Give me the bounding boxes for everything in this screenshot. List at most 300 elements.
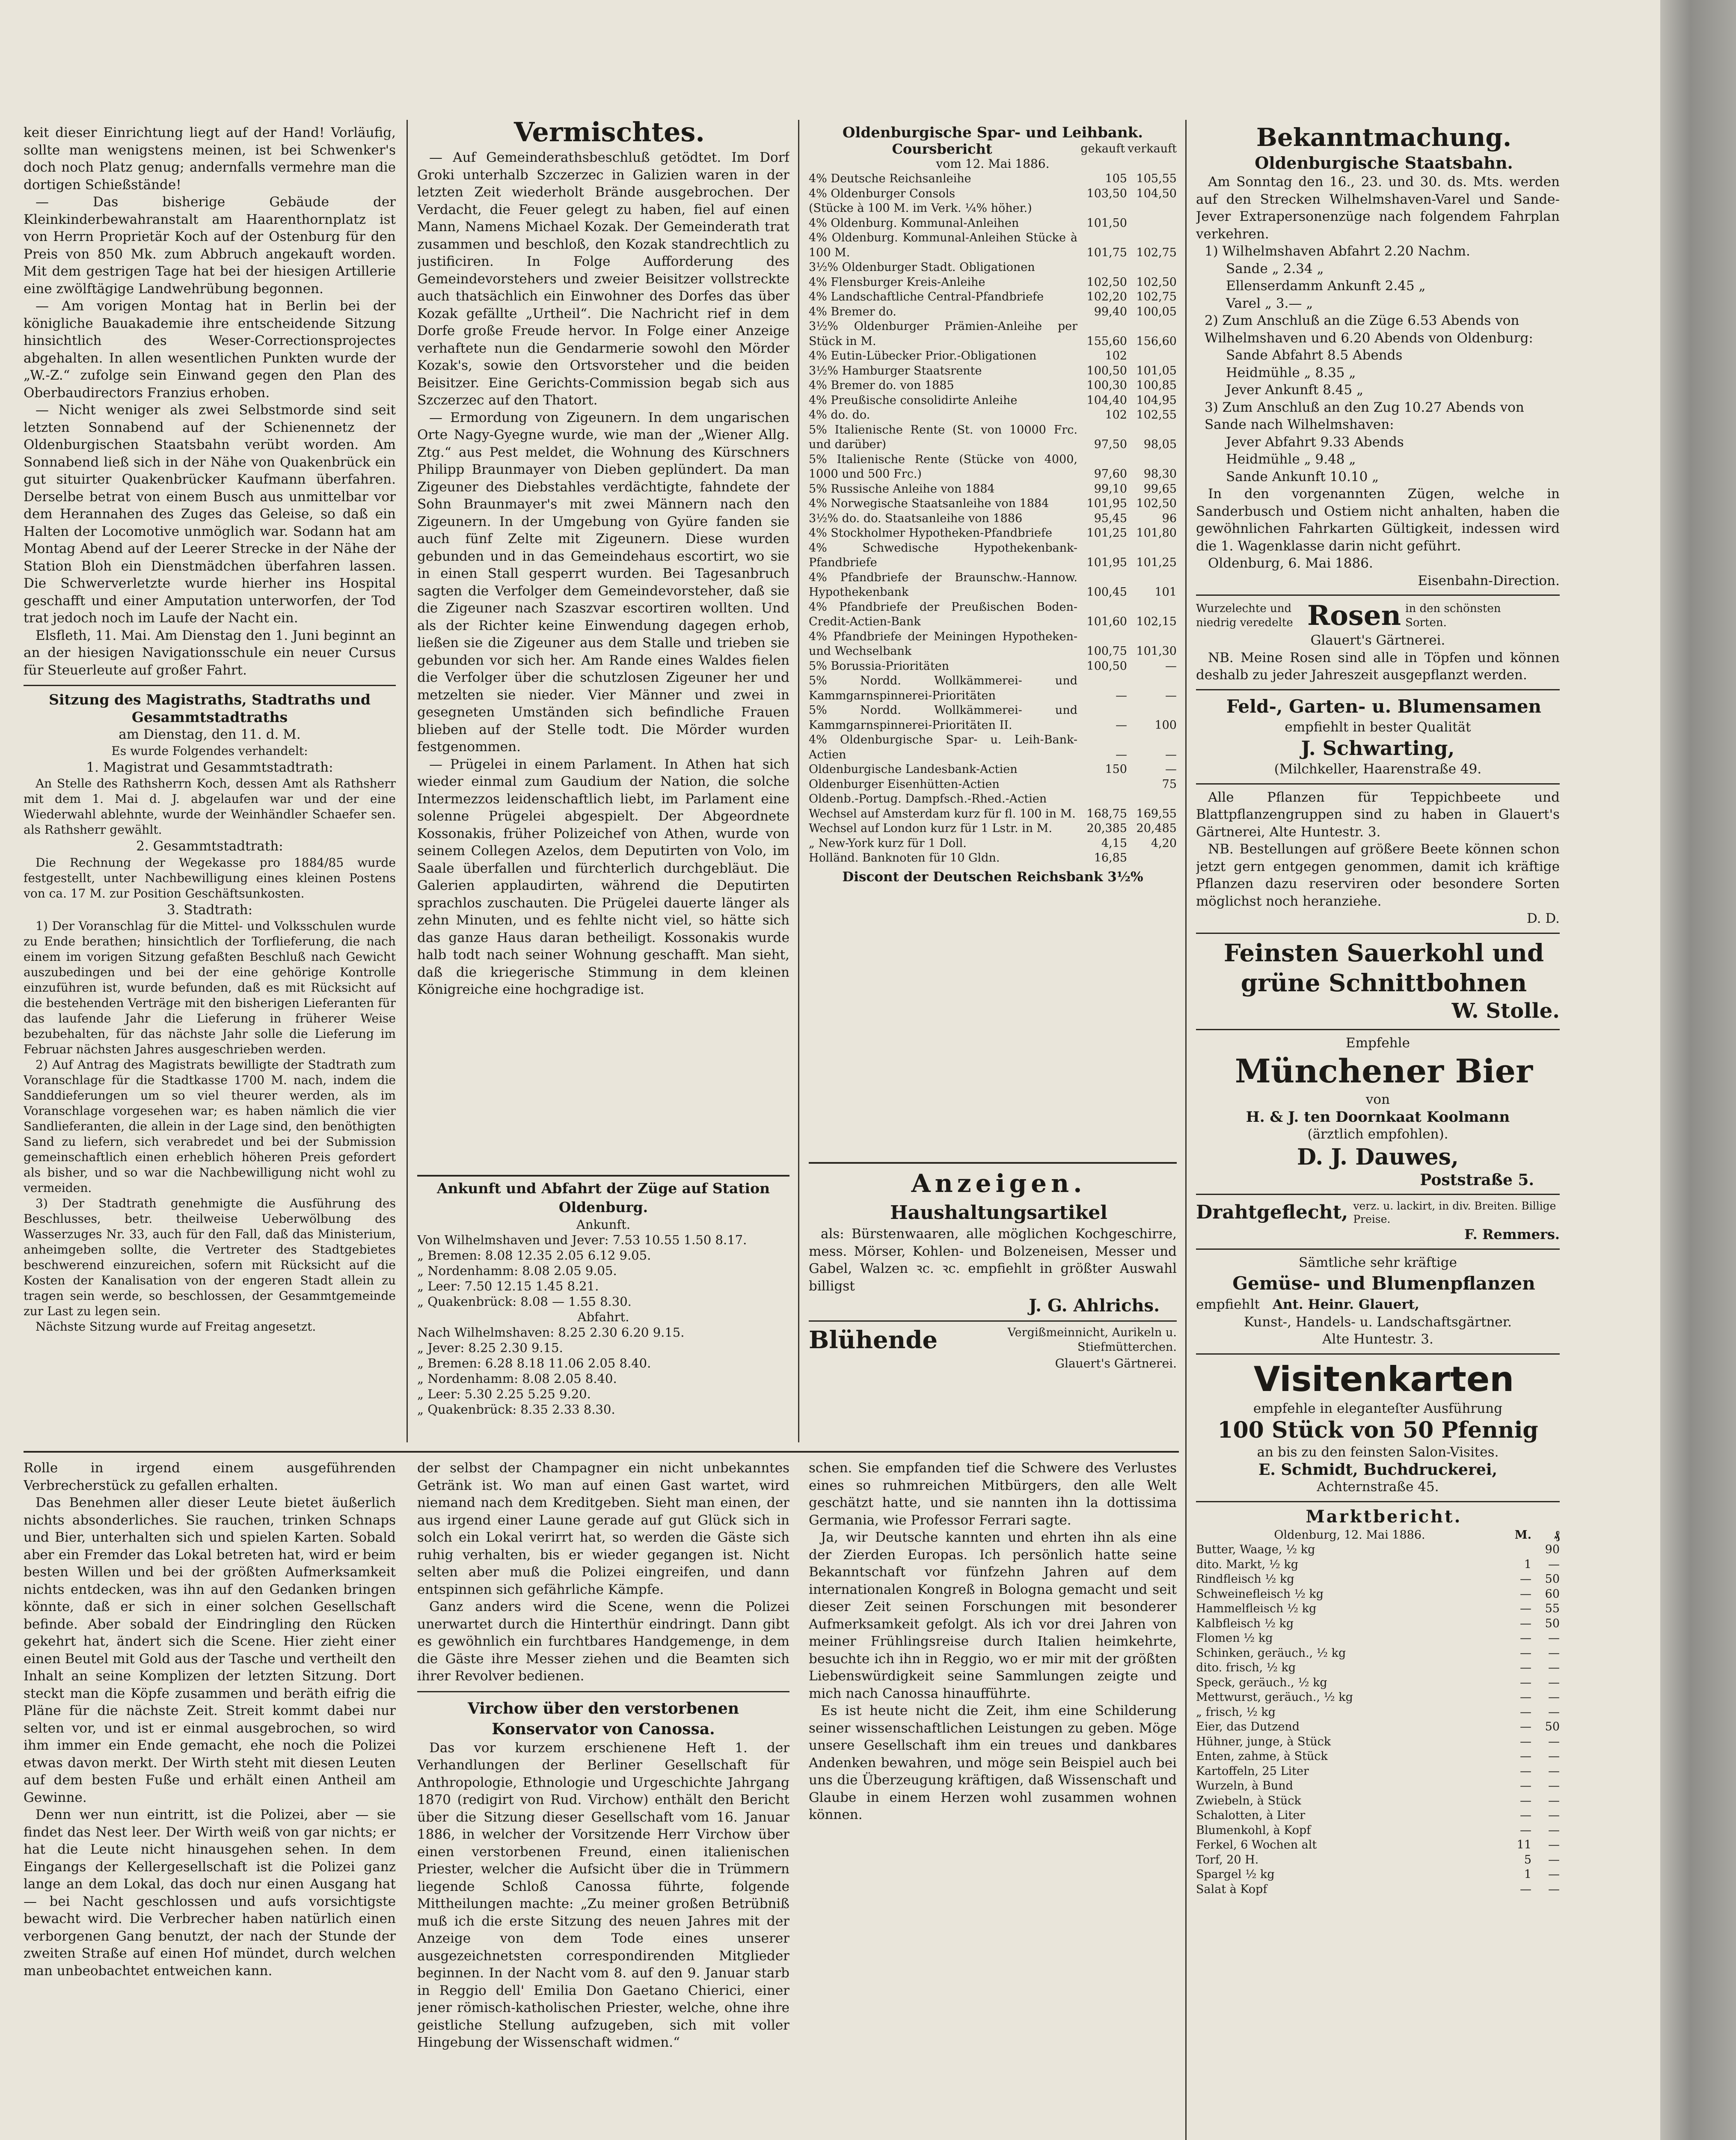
markt-mark: — <box>1520 1632 1531 1645</box>
article-paragraph: Nächste Sitzung wurde auf Freitag angesetzt. <box>36 1320 316 1334</box>
bek-line: Heidmühle „ 9.48 „ <box>1226 452 1356 467</box>
markt-pf: — <box>1548 1705 1560 1719</box>
rate-sold: 100,85 <box>1136 379 1177 392</box>
sitzung-intro: Es wurde Folgendes verhandelt: <box>111 743 308 758</box>
rate-name: 4% Pfandbriefe der Braunschw.-Hannow. Hypothekenbank <box>809 571 1077 599</box>
rate-sold <box>1127 201 1177 216</box>
markt-pf: — <box>1548 1764 1560 1778</box>
article-paragraph: — Am vorigen Montag hat in Berlin bei der königliche Bauakademie ihre entscheidende Sitzung hinsichtlich des Weser-Correctionsprojectes abgehalten. In allen wesentlichen Punkten wurde der „W.-Z.“ zufolge sein Einwand gegen den Plan des Oberbaudirectors Franzius erhoben. <box>24 298 396 401</box>
rate-name: „ New-York kurz für 1 Doll. <box>809 836 967 850</box>
markt-item: Torf, 20 H. <box>1196 1853 1259 1867</box>
rate-row <box>809 851 1177 866</box>
rate-sold: 75 <box>1162 777 1177 791</box>
pflanzen-note: NB. Bestellungen auf größere Beete können schon jetzt gern entgegen genommen, damit ich kräftige Pflanzen dazu reserviren oder besondere Sorten möglichst noch heranziehe. <box>1196 841 1560 909</box>
rate-name: 4% Pfandbriefe der Preußischen Boden-Credit-Actien-Bank <box>809 600 1077 628</box>
markt-pf: — <box>1548 1646 1560 1660</box>
rate-name: 3½% Oldenburger Prämien-Anleihe per Stück in M. <box>809 320 1077 348</box>
rate-bought: 101,25 <box>1086 526 1127 540</box>
markt-pf: — <box>1548 1809 1560 1822</box>
rate-name: 3½% Hamburger Staatsrente <box>809 364 982 377</box>
rate-name: 5% Italienische Rente (St. von 10000 Frc. und darüber) <box>809 423 1077 451</box>
page-edge <box>1660 0 1736 2140</box>
rate-bought: 99,40 <box>1094 305 1127 318</box>
article-paragraph: Die Rechnung der Wegekasse pro 1884/85 wurde festgestellt, unter Nachbewilligung eines kleinen Postens von ca. 17 M. zur Position Geschäftsunkosten. <box>24 855 396 901</box>
rate-name: 4% Oldenburg. Kommunal-Anleihen <box>809 216 1019 230</box>
rate-name: Oldenb.-Portug. Dampfsch.-Rhed.-Actien <box>809 792 1047 805</box>
article-paragraph: Elsfleth, 11. Mai. Am Dienstag den 1. Juni beginnt an an der hiesigen Navigationsschule ein neuer Cursus für Steuerleute auf großer Fahrt. <box>24 627 396 678</box>
markt-mark: 1 <box>1524 1868 1531 1881</box>
draht-title: Drahtgeflecht, <box>1196 1201 1348 1223</box>
rate-sold: 101,30 <box>1136 645 1177 658</box>
rate-row <box>809 275 1177 290</box>
rate-row <box>809 630 1177 659</box>
markt-item: dito. Markt, ½ kg <box>1196 1557 1299 1571</box>
markt-pf: 60 <box>1545 1587 1560 1601</box>
rate-bought: — <box>1116 718 1127 732</box>
article-paragraph: keit dieser Einrichtung liegt auf der Hand! Vorläufig, sollte man wenigstens meinen, ist bei Schwenker's doch noch Platz genug; andernfalls vermehre man die dortigen Schießstände! <box>24 125 396 193</box>
markt-item: Salat à Kopf <box>1196 1882 1267 1896</box>
rate-name: 4% Oldenburg. Kommunal-Anleihen Stücke à 100 M. <box>809 231 1077 259</box>
rate-row <box>809 733 1177 762</box>
rate-name: 4% Norwegische Staatsanleihe von 1884 <box>809 497 1049 510</box>
bek-line: Heidmühle „ 8.35 „ <box>1226 365 1356 380</box>
samen-text: empfiehlt in bester Qualität <box>1285 719 1471 735</box>
markt-title: Marktbericht. <box>1306 1506 1462 1527</box>
markt-pf: — <box>1548 1882 1560 1896</box>
rate-bought: 102 <box>1105 349 1127 363</box>
divider <box>24 685 396 686</box>
markt-row <box>1196 1764 1560 1779</box>
ad-samen <box>1196 690 1560 785</box>
markt-row <box>1196 1838 1560 1853</box>
rate-sold <box>1127 216 1177 231</box>
markt-pf: — <box>1548 1632 1560 1645</box>
rate-sold: 156,60 <box>1136 334 1177 348</box>
rate-bought: 102 <box>1105 408 1127 422</box>
ad-signature: J. G. Ahlrichs. <box>1029 1296 1160 1316</box>
article-paragraph: Es ist heute nicht die Zeit, ihm eine Schilderung seiner wissenschaftlichen Leistungen zu geben. Möge unsere Gesellschaft ihm ein treues und dankbares Andenken bewahren, und möge sein Beispiel auch bei uns die Überzeugung kräftigen, daß Wissenschaft und Glaube in einem Herzen wohl zusammen wohnen können. <box>809 1703 1177 1822</box>
markt-mark: 11 <box>1516 1838 1531 1852</box>
rate-name: 4% Eutin-Lübecker Prior.-Obligationen <box>809 349 1037 363</box>
rate-sold: 101,05 <box>1136 364 1177 377</box>
rate-sold: 102,75 <box>1136 290 1177 303</box>
virchow-title: Virchow über den verstorbenen Konservator von Canossa. <box>467 1699 739 1738</box>
vermischtes-title: Vermischtes. <box>514 116 705 148</box>
rate-row <box>809 172 1177 187</box>
divider <box>24 1451 1179 1453</box>
rosen-text: Wurzelechte und niedrig veredelte <box>1196 602 1293 629</box>
rate-row <box>809 674 1177 703</box>
markt-pf: — <box>1548 1853 1560 1867</box>
markt-mark: — <box>1520 1617 1531 1630</box>
ad-sauerkohl <box>1196 934 1560 1030</box>
markt-pf: — <box>1548 1676 1560 1689</box>
rate-bought: 95,45 <box>1094 511 1127 525</box>
rate-row <box>809 526 1177 541</box>
rate-sold: 99,65 <box>1143 482 1177 496</box>
rate-row <box>809 231 1177 260</box>
samen-title: Feld-, Garten- u. Blumensamen <box>1226 696 1542 717</box>
markt-row <box>1196 1794 1560 1809</box>
article-paragraph: 1) Der Voranschlag für die Mittel- und Volksschulen wurde zu Ende berathen; hinsichtlich der Torflieferung, die nach einem im vorigen Sitzung gefaßten Beschluß nach Gewicht auszubedingen und bei der eine gehörige Kontrolle einzuführen ist, wurde befunden, daß es mit Rücksicht auf die bestehenden Verträge mit den bisherigen Lieferanten für das laufende Jahr die Lieferung in früherer Weise bezubehalten, für das nächste Jahr solle die Lieferung im Februar nächsten Jahres ausgeschrieben werden. <box>24 919 396 1056</box>
gem-text: Kunst-, Handels- u. Landschaftsgärtner. <box>1243 1314 1512 1330</box>
markt-pf: 50 <box>1545 1572 1560 1586</box>
train-schedule <box>417 1179 789 1444</box>
samen-signature: J. Schwarting, <box>1301 737 1455 760</box>
coursbericht <box>809 124 1177 1160</box>
article-paragraph: — Das bisherige Gebäude der Kleinkinderbewahranstalt am Haarenthornplatz ist von Herrn Proprietär Koch auf der Ostenburg für den Preis von 850 Mk. zum Abbruch angekauft worden. Mit dem gestrigen Tage hat bei der hiesigen Artillerie eine zwölftägige Landwehrübung begonnen. <box>24 194 396 297</box>
markt-pf: — <box>1548 1838 1560 1852</box>
rosen-title: Rosen <box>1307 600 1401 632</box>
rate-name: Wechsel auf Amsterdam kurz für fl. 100 in M. <box>809 807 1076 820</box>
article-paragraph: 2) Auf Antrag des Magistrats bewilligte der Stadtrath zum Voranschlage für die Stadtkasse 1700 M. nach, indem die Sanddieferungen um so viel theurer werden, als im Voranschlage vorgesehen war; es haben nämlich die vier Sandlieferanten, die allein in der Lage sind, den benöthigten Sand zu liefern, sich verabredet und bei der Submission gemeinschaftlich einen erheblich höheren Preis gefordert als bisher, und so war die Nachbewilligung nicht wohl zu vermeiden. <box>24 1058 396 1195</box>
bier-brewery: H. & J. ten Doornkaat Koolmann <box>1246 1108 1510 1126</box>
rate-sold: 169,55 <box>1136 807 1177 820</box>
rate-row <box>809 496 1177 511</box>
markt-item: Speck, geräuch., ½ kg <box>1196 1676 1327 1689</box>
rate-sold: 101 <box>1154 586 1177 599</box>
rate-name: 5% Nordd. Wollkämmerei- und Kammgarnspinnerei-Prioritäten II. <box>809 704 1077 732</box>
divider <box>417 1691 789 1692</box>
departure-line: „ Bremen: 6.28 8.18 11.06 2.05 8.40. <box>417 1356 651 1370</box>
article-paragraph: An Stelle des Rathsherrn Koch, dessen Amt als Rathsherr mit dem 1. Mai d. J. abgelaufen war und der eine Wiederwahl ablehnte, wurde der Weinhändler Schaefer sen. als Rathsherr gewählt. <box>24 776 396 837</box>
rate-bought: 168,75 <box>1086 807 1127 820</box>
rate-row <box>809 762 1177 777</box>
rate-sold: 102,55 <box>1136 408 1177 422</box>
column-rule <box>798 120 799 1442</box>
pflanzen-signature: D. D. <box>1526 911 1560 926</box>
rate-name: 4% Schwedische Hypothekenbank-Pfandbriefe <box>809 541 1077 569</box>
visit-title: Visitenkarten <box>1253 1359 1514 1399</box>
rate-name: (Stücke à 100 M. im Verk. ¼% höher.) <box>809 202 1032 215</box>
draht-signature: F. Remmers. <box>1464 1226 1560 1242</box>
bluehende-signature: Glauert's Gärtnerei. <box>1055 1356 1177 1370</box>
rate-bought: 101,60 <box>1086 615 1127 628</box>
rate-sold: 4,20 <box>1151 836 1177 850</box>
col-sold: verkauft <box>1128 142 1177 155</box>
article-paragraph: Das vor kurzem erschienene Heft 1. der Verhandlungen der Berliner Gesellschaft für Anthropologie, Ethnologie und Urgeschichte Jahrgang 1870 (redigirt von Rud. Virchow) enthält den Bericht über die Sitzung dieser Gesellschaft vom 16. Januar 1886, in welcher der Vorsitzende Herr Virchow über einen verstorbenen Freund, einen italienischen Priester, welcher die Aufsicht über die in Trümmern liegende Schloß Canossa führte, folgende Mittheilungen machte: „Zu meiner großen Betrübniß muß ich die erste Sitzung des neuen Jahres mit der Anzeige von dem Tode eines unserer ausgezeichnetsten correspondirenden Mitglieder beginnen. In der Nacht vom 8. auf den 9. Januar starb in Reggio dell' Emilia Don Gaetano Chierici, einer jener römisch-katholischen Priester, welche, ohne ihre geistliche Stellung aufzugeben, sich mit voller Hingebung der Wissenschaft widmen.“ <box>417 1740 789 2050</box>
article-paragraph: Ganz anders wird die Scene, wenn die Polizei unerwartet durch die Hinterthür eindringt. Dann gibt es gewöhnlich ein furchtbares Handgemenge, in dem die Gäste ihre Messer ziehen und die Beamten sich ihrer Revolver bedienen. <box>417 1599 789 1684</box>
gem-text: Sämtliche sehr kräftige <box>1299 1254 1457 1270</box>
bek-line: 2) Zum Anschluß an die Züge 6.53 Abends von Wilhelmshaven und 6.20 Abends von Oldenburg: <box>1205 313 1533 346</box>
visit-signature: E. Schmidt, Buchdruckerei, <box>1258 1460 1498 1479</box>
markt-pf: 50 <box>1545 1617 1560 1630</box>
arrival-line: „ Bremen: 8.08 12.35 2.05 6.12 9.05. <box>417 1248 651 1263</box>
markt-header <box>1196 1528 1560 1543</box>
rate-sold: 102,75 <box>1136 246 1177 259</box>
rate-name: 5% Italienische Rente (Stücke von 4000, 1000 und 500 Frc.) <box>809 452 1077 481</box>
rosen-signature: Glauert's Gärtnerei. <box>1310 633 1445 648</box>
markt-row <box>1196 1602 1560 1617</box>
rate-row <box>809 541 1177 571</box>
markt-item: Schalotten, à Liter <box>1196 1809 1306 1822</box>
bek-line: Jever Ankunft 8.45 „ <box>1226 382 1364 398</box>
divider <box>809 1162 1177 1164</box>
markt-pf: 90 <box>1545 1543 1560 1556</box>
article-paragraph: der selbst der Champagner ein nicht unbekanntes Getränk ist. Wo man auf einen Gast wartet, wird niemand nach dem Kreditgeben. Sieht man einen, der aus irgend einer Laune gerade auf gut Glück sich in solch ein Lokal verirrt hat, so werden die Gäste sich ruhig verhalten, bis er wieder gegangen ist. Nicht selten aber muß die Polizei eingreifen, und dann entspinnen sich gefährliche Kämpfe. <box>417 1460 789 1597</box>
markt-row <box>1196 1882 1560 1897</box>
bank-subtitle: Coursbericht <box>892 140 992 157</box>
markt-mark: — <box>1520 1794 1531 1807</box>
gem-text: empfiehlt <box>1196 1297 1260 1312</box>
rate-bought: 103,50 <box>1086 187 1127 200</box>
visit-price: 100 Stück von 50 Pfennig <box>1217 1417 1538 1443</box>
article-paragraph: Ja, wir Deutsche kannten und ehrten ihn als eine der Zierden Europas. Ich persönlich hatte seine Bekanntschaft vor fünfzehn Jahren auf dem internationalen Kongreß in Bologna gemacht und seit dieser Zeit seinen Forschungen mit besonderer Aufmerksamkeit gefolgt. Als ich vor drei Jahren von meiner Frühlingsreise durch Italien heimkehrte, besuchte ich ihn in Reggio, wo er mir mit der größten Liebenswürdigkeit seine Sammlungen zeigte und mich nach Canossa hinaufführte. <box>809 1530 1177 1701</box>
markt-mark: — <box>1520 1750 1531 1763</box>
rate-bought: 101,95 <box>1086 556 1127 569</box>
rate-sold: 102,50 <box>1136 275 1177 289</box>
section-heading: 3. Stadtrath: <box>166 902 253 918</box>
markt-item: Kartoffeln, 25 Liter <box>1196 1764 1309 1778</box>
bek-line: 1) Wilhelmshaven Abfahrt 2.20 Nachm. <box>1205 244 1470 259</box>
ad-bekanntmachung <box>1196 118 1560 596</box>
markt-mark: — <box>1520 1764 1531 1778</box>
rate-sold: 96 <box>1162 511 1177 525</box>
rate-row <box>809 659 1177 674</box>
bier-text: (ärztlich empfohlen). <box>1307 1126 1448 1142</box>
article-paragraph: Das Benehmen aller dieser Leute bietet äußerlich nichts absonderliches. Sie rauchen, trinken Schnaps und Bier, unterhalten sich und spielen Karten. Sobald aber ein Fremder das Lokal betreten hat, wird er beim besten Willen und bei der größten Aufmerksamkeit nichts entdecken, was ihn auf den Gedanken bringen könnte, daß er sich in einer solchen Gesellschaft befinde. Aber sobald der Eindringling den Rücken gekehrt hat, ändert sich die Scene. Hier zieht einer einen Beutel mit Gold aus der Tasche und vertheilt den Inhalt an seine Komplizen der letzten Sitzung. Dort steckt man die Köpfe zusammen und beräth eifrig die Pläne für die nächste Zeit. Streit kommt dabei nur selten vor, und ist er einmal ausgebrochen, so wird ihm immer ein Ende gemacht, ehe noch die Polizei etwas davon merkt. Der Wirth steht mit diesen Leuten auf dem besten Fuße und erhält einen Antheil am Gewinne. <box>24 1495 396 1805</box>
bier-text: Empfehle <box>1346 1035 1410 1051</box>
rate-sold: — <box>1165 689 1177 702</box>
markt-row <box>1196 1690 1560 1705</box>
visit-text: an bis zu den feinsten Salon-Visites. <box>1257 1444 1499 1460</box>
markt-mark: — <box>1520 1779 1531 1792</box>
rate-bought: 4,15 <box>1101 836 1127 850</box>
rate-sold: 101,80 <box>1136 526 1177 540</box>
markt-item: Schweinefleisch ½ kg <box>1196 1587 1324 1601</box>
rate-name: 4% Landschaftliche Central-Pfandbriefe <box>809 290 1044 303</box>
gem-address: Alte Huntestr. 3. <box>1322 1332 1433 1347</box>
rate-name: 4% Stockholmer Hypotheken-Pfandbriefe <box>809 526 1052 540</box>
divider <box>809 1320 1177 1322</box>
rate-name: 3½% Oldenburger Stadt. Obligationen <box>809 261 1035 274</box>
markt-row <box>1196 1557 1560 1572</box>
markt-mark: — <box>1520 1882 1531 1896</box>
bek-signature: Eisenbahn-Direction. <box>1418 573 1560 588</box>
rate-row <box>809 305 1177 320</box>
markt-item: „ frisch, ½ kg <box>1196 1705 1276 1719</box>
markt-col-pf: ₰ <box>1554 1528 1560 1542</box>
rate-row <box>809 792 1177 807</box>
rate-sold: 105,55 <box>1136 172 1177 185</box>
rate-name: Holländ. Banknoten für 10 Gldn. <box>809 851 1000 865</box>
arrival-line: „ Leer: 7.50 12.15 1.45 8.21. <box>417 1279 599 1293</box>
article-paragraph: 3) Der Stadtrath genehmigte die Ausführung des Beschlusses, betr. theilweise Ueberwölbung des Wasserzuges Nr. 33, auch für den Fall, daß das Ministerium, anheimgeben sollte, die Vertreter des Stadtgebietes beschwerend einzureichen, sofern mit Rücksicht auf die Kosten der Kanalisation von der engeren Stadt allein zu tragen sein werde, so beschlossen, der Gesammtgemeinde zur Last zu legen sein. <box>24 1196 396 1318</box>
gem-signature: Ant. Heinr. Glauert, <box>1272 1297 1419 1312</box>
bank-header <box>809 142 1177 157</box>
markt-row <box>1196 1705 1560 1720</box>
rate-name: 4% Preußische consolidirte Anleihe <box>809 393 1018 407</box>
rosen-note: NB. Meine Rosen sind alle in Töpfen und können deshalb zu jeder Jahreszeit ausgepflanzt werden. <box>1196 650 1560 683</box>
rate-row <box>809 378 1177 393</box>
markt-row <box>1196 1808 1560 1823</box>
rate-row <box>809 319 1177 349</box>
rate-sold: 100,05 <box>1136 305 1177 318</box>
rate-bought <box>1077 777 1127 792</box>
markt-pf: — <box>1548 1661 1560 1674</box>
rate-bought: 20,385 <box>1086 822 1127 835</box>
rate-row <box>809 187 1177 202</box>
bek-schedule <box>1196 243 1560 485</box>
bier-address: Poststraße 5. <box>1420 1171 1534 1189</box>
sitzung-date: am Dienstag, den 11. d. M. <box>119 727 301 742</box>
markt-row <box>1196 1779 1560 1794</box>
rate-name: 4% Oldenburgische Spar- u. Leih-Bank-Actien <box>809 733 1077 761</box>
bier-title: Münchener Bier <box>1234 1052 1533 1090</box>
column-2 <box>417 116 789 1173</box>
rate-name: 4% Bremer do. von 1885 <box>809 379 954 392</box>
markt-mark: — <box>1520 1809 1531 1822</box>
divider <box>417 1175 789 1177</box>
rate-bought: 100,45 <box>1086 586 1127 599</box>
markt-mark: — <box>1520 1705 1531 1719</box>
rate-sold <box>1127 260 1177 275</box>
rate-name: 4% do. do. <box>809 408 870 422</box>
rate-sold <box>1127 851 1177 866</box>
samen-address: (Milchkeller, Haarenstraße 49. <box>1274 761 1482 777</box>
rate-sold <box>1127 792 1177 807</box>
rate-bought: 100,50 <box>1086 659 1127 673</box>
arrival-line: „ Nordenhamm: 8.08 2.05 9.05. <box>417 1263 617 1278</box>
markt-item: Wurzeln, à Bund <box>1196 1779 1293 1792</box>
rate-row <box>809 703 1177 733</box>
discount-rate: Discont der Deutschen Reichsbank 3½% <box>842 869 1143 885</box>
markt-mark: — <box>1520 1602 1531 1615</box>
rate-row <box>809 201 1177 216</box>
article-paragraph: — Nicht weniger als zwei Selbstmorde sind seit letzten Sonnabend auf der Schienennetz der Oldenburgischen Staatsbahn verübt worden. Am Sonnabend ließ sich in der Nähe von Quakenbrück ein gut situirter Quakenbrücker Kaufmann überfahren. Derselbe betrat von einem Busch aus unmittelbar vor dem Herannahen des Zuges das Geleise, so daß ein Halten der Locomotive unmöglich war. Sodann hat am Montag Abend auf der Leerer Strecke in der Nähe der Station Bloh ein Dienstmädchen überfahren lassen. Die Schwerverletzte wurde hierher ins Hospital geschafft und einer Amputation unterworfen, der Tod trat jedoch noch im Laufe der Nacht ein. <box>24 402 396 626</box>
rate-bought <box>1077 201 1127 216</box>
markt-row <box>1196 1749 1560 1764</box>
ad-gemuese <box>1196 1250 1560 1355</box>
markt-date: Oldenburg, 12. Mai 1886. <box>1274 1528 1425 1542</box>
rate-sold: 100 <box>1154 718 1177 732</box>
rate-sold: — <box>1165 748 1177 761</box>
bank-date: vom 12. Mai 1886. <box>936 157 1050 171</box>
arrival-list <box>417 1232 789 1309</box>
rate-sold: — <box>1165 659 1177 673</box>
rate-row <box>809 821 1177 836</box>
column-4 <box>1196 118 1560 2140</box>
markt-item: Hammelfleisch ½ kg <box>1196 1602 1317 1615</box>
markt-item: dito. frisch, ½ kg <box>1196 1661 1296 1674</box>
markt-item: Butter, Waage, ½ kg <box>1196 1543 1315 1556</box>
visit-address: Achternstraße 45. <box>1317 1479 1439 1495</box>
bek-subtitle: Oldenburgische Staatsbahn. <box>1255 153 1513 172</box>
rate-row <box>809 260 1177 275</box>
ad-rosen <box>1196 596 1560 690</box>
markt-item: Blumenkohl, à Kopf <box>1196 1823 1311 1837</box>
markt-mark: — <box>1520 1691 1531 1704</box>
arrival-line: „ Quakenbrück: 8.08 — 1.55 8.30. <box>417 1294 632 1309</box>
section-heading: 2. Gesammtstadtrath: <box>136 838 283 854</box>
draht-text: verz. u. lackirt, in div. Breiten. Billige Preise. <box>1353 1200 1556 1225</box>
departure-line: „ Leer: 5.30 2.25 5.25 9.20. <box>417 1387 591 1401</box>
rate-row <box>809 364 1177 379</box>
departure-line: „ Jever: 8.25 2.30 9.15. <box>417 1340 563 1355</box>
markt-row <box>1196 1587 1560 1602</box>
markt-row <box>1196 1661 1560 1676</box>
rate-sold: 104,95 <box>1136 393 1177 407</box>
rate-bought: 97,60 <box>1094 467 1127 481</box>
markt-table <box>1196 1543 1560 1897</box>
markt-item: Flomen ½ kg <box>1196 1632 1273 1645</box>
rate-row <box>809 349 1177 364</box>
markt-item: Eier, das Dutzend <box>1196 1720 1300 1733</box>
rate-row <box>809 393 1177 408</box>
rate-sold <box>1127 349 1177 364</box>
markt-row <box>1196 1572 1560 1587</box>
markt-pf: — <box>1548 1691 1560 1704</box>
markt-item: Spargel ½ kg <box>1196 1868 1275 1881</box>
markt-mark: — <box>1520 1587 1531 1601</box>
markt-pf: 55 <box>1545 1602 1560 1615</box>
markt-pf: — <box>1548 1779 1560 1792</box>
bier-signature: D. J. Dauwes, <box>1297 1144 1459 1170</box>
rate-row <box>809 571 1177 600</box>
rate-name: 5% Nordd. Wollkämmerei- und Kammgarnspinnerei-Prioritäten <box>809 674 1077 702</box>
rate-bought: 150 <box>1105 763 1127 776</box>
rate-bought: 105 <box>1105 172 1127 185</box>
rate-row <box>809 452 1177 482</box>
markt-row <box>1196 1646 1560 1661</box>
rate-row <box>809 423 1177 452</box>
departure-line: „ Nordenhamm: 8.08 2.05 8.40. <box>417 1371 617 1386</box>
markt-mark: 5 <box>1524 1853 1531 1867</box>
rate-name: 3½% do. do. Staatsanleihe von 1886 <box>809 511 1023 525</box>
rate-sold: 98,30 <box>1143 467 1177 481</box>
markt-mark: — <box>1520 1646 1531 1660</box>
markt-mark: — <box>1520 1661 1531 1674</box>
rate-bought <box>1077 792 1127 807</box>
markt-row <box>1196 1720 1560 1735</box>
rate-bought: 100,30 <box>1086 379 1127 392</box>
bluehende-text: Vergißmeinnicht, Aurikeln u. Stiefmütterchen. <box>1007 1326 1177 1354</box>
haus-title: Haushaltungsartikel <box>890 1202 1107 1224</box>
markt-pf: 50 <box>1545 1720 1560 1733</box>
rate-bought: 155,60 <box>1086 334 1127 348</box>
rate-name: 4% Oldenburger Consols <box>809 187 956 200</box>
bek-line: Ellenserdamm Ankunft 2.45 „ <box>1226 278 1426 294</box>
departure-heading: Abfahrt. <box>577 1310 629 1324</box>
markt-row <box>1196 1631 1560 1646</box>
sauerkohl-title: Feinsten Sauerkohl und <box>1223 939 1544 967</box>
section-heading: 1. Magistrat und Gesammtstadtrath: <box>86 759 333 775</box>
bek-line: Sande Ankunft 10.10 „ <box>1226 469 1379 484</box>
article-paragraph: — Ermordung von Zigeunern. In dem ungarischen Orte Nagy-Gyegne wurde, wie man der „Wiener Allg. Ztg.“ aus Pest meldet, die Wohnung des Kürschners Philipp Braunmayer von Dieben geplündert. Da man Zigeuner des Diebstahles verdächtigte, fahndete der Sohn Braunmayer's mit zwei Männern nach den Zigeunern. In der Umgebung von Gyüre fanden sie auch fünf Zelte mit Zigeunern. Diese wurden gebunden und in das Gemeindehaus escortirt, wo sie in einen Stall gesperrt wurden. Bei Tagesanbruch sagten die Verfolger dem Gemeindevorsteher, daß sie die Zigeuner nach Szaszvar escortiren wollten. Und als der Richter keine Einwendung dagegen erhob, ließen sie die Zigeuner aus dem Stalle und trieben sie gebunden vor sich her. Am Rande eines Waldes fielen die Verfolger über die schutzlosen Zigeuner her und metzelten sie nieder. Vier Männer und zwei in gesegneten Umständen sich befindliche Frauen blieben auf der Stelle todt. Die Mörder wurden festgenommen. <box>417 410 789 755</box>
rate-row <box>809 511 1177 526</box>
markt-row <box>1196 1823 1560 1838</box>
rate-bought: 100,75 <box>1086 645 1127 658</box>
rate-name: 4% Bremer do. <box>809 305 896 318</box>
markt-item: Mettwurst, geräuch., ½ kg <box>1196 1691 1353 1704</box>
bluehende-ad <box>809 1325 1177 1355</box>
rate-row <box>809 482 1177 497</box>
rate-row <box>809 216 1177 231</box>
bluehende-title: Blühende <box>809 1326 938 1354</box>
rate-sold: 104,50 <box>1136 187 1177 200</box>
markt-item: Zwiebeln, à Stück <box>1196 1794 1301 1807</box>
markt-row <box>1196 1867 1560 1882</box>
rate-row <box>809 807 1177 822</box>
sauerkohl-title: grüne Schnittbohnen <box>1240 969 1527 997</box>
article-paragraph: schen. Sie empfanden tief die Schwere des Verlustes eines so ruhmreichen Mitbürgers, den alle Welt geschätzt hatte, und sie nannten ihn la dottissima Germania, wie Professor Ferrari sagte. <box>809 1460 1177 1528</box>
rate-bought: 102,20 <box>1086 290 1127 303</box>
anzeigen-title: Anzeigen. <box>911 1169 1086 1198</box>
markt-row <box>1196 1853 1560 1868</box>
article-paragraph: Denn wer nun eintritt, ist die Polizei, aber — sie findet das Nest leer. Der Wirth weiß von gar nichts; er hat die Leute nicht hinausgehen sehen. In dem Eingangs der Kellergesellschaft ist die Polizei ganz lange an dem Lokal, das doch nur einen Ausgang hat — bei Nacht geschlossen und aufs vorsichtigste bewacht wird. Die Verbrecher haben natürlich einen verborgenen Gang benutzt, der nach der Stunde der zweiten Straße auf einen Hof mündet, durch welchen man unbeobachtet entweichen kann. <box>24 1807 396 1979</box>
markt-pf: — <box>1548 1823 1560 1837</box>
rate-sold: 101,25 <box>1136 556 1177 569</box>
